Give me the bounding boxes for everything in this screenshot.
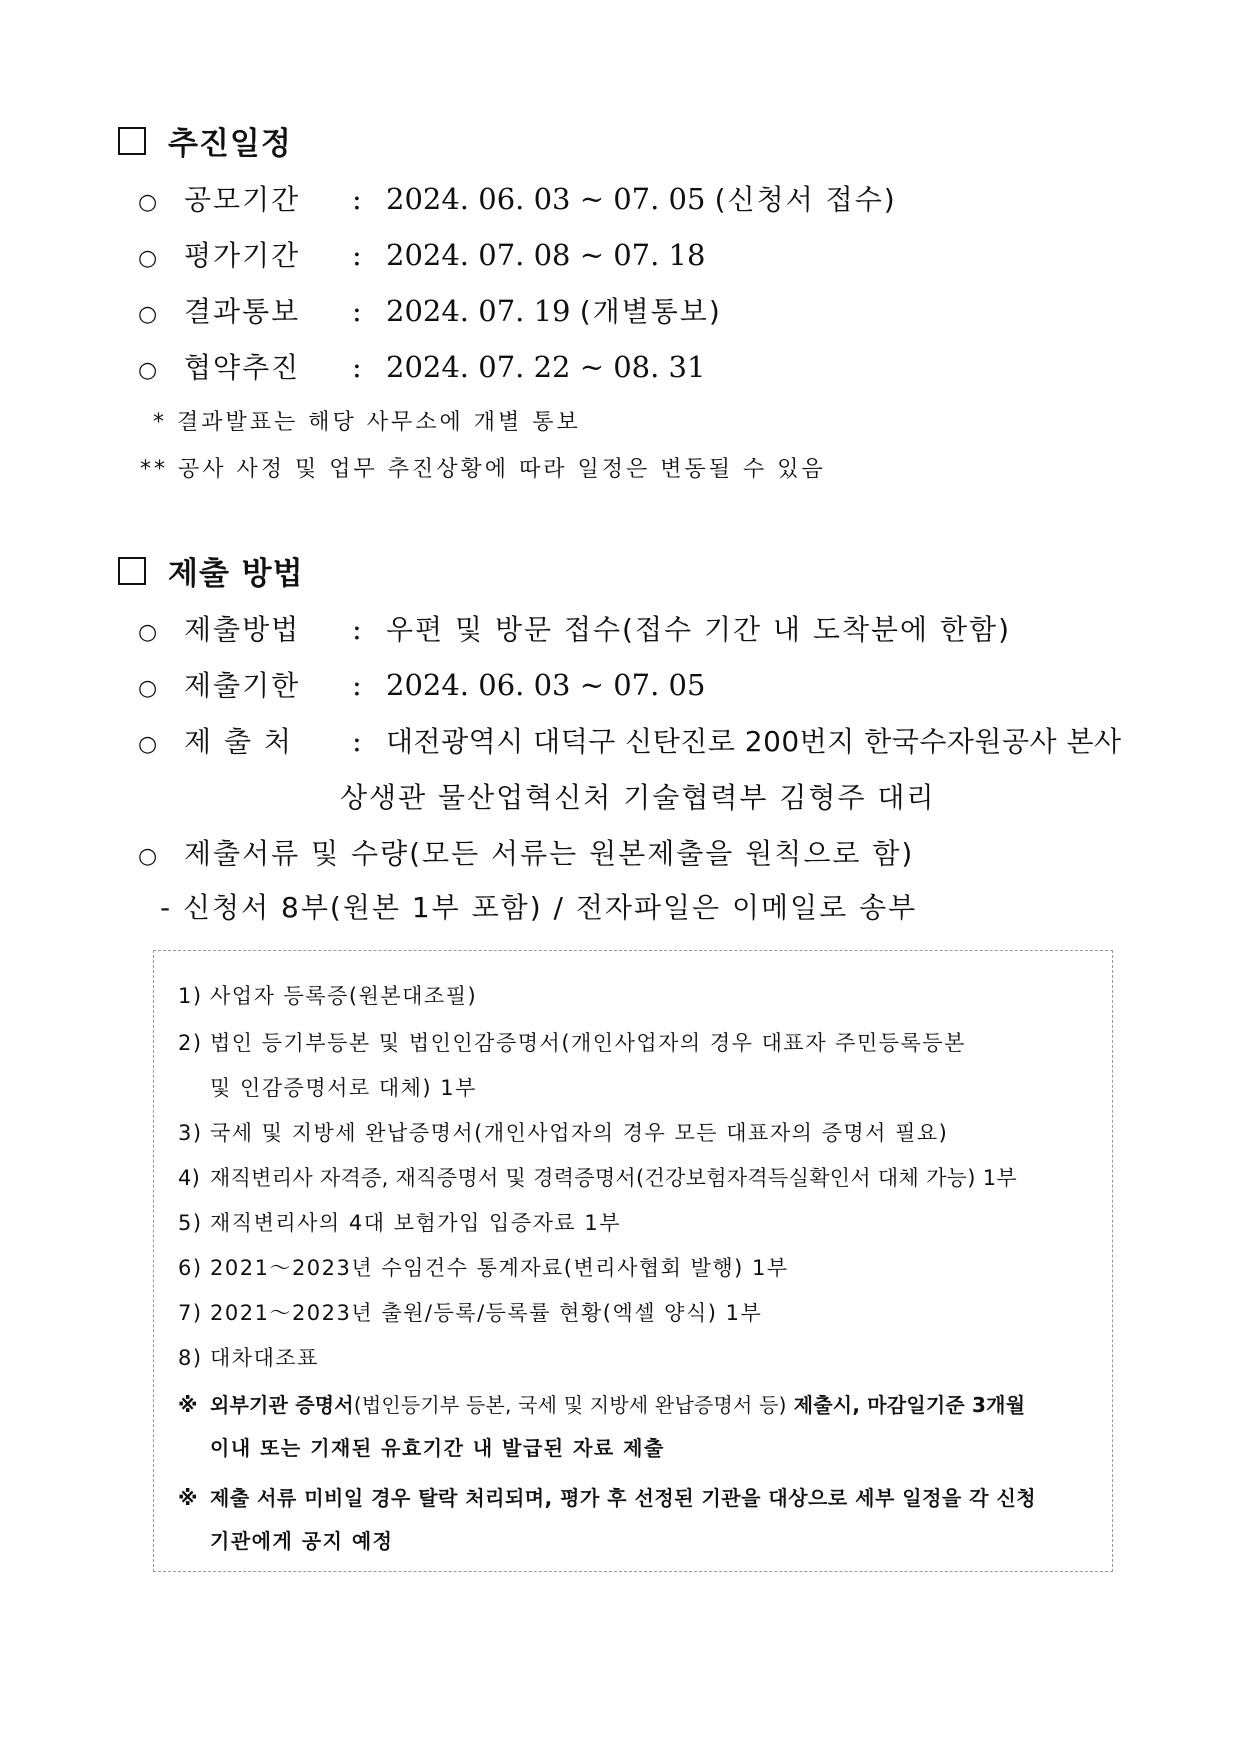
- list-item: 3) 국세 및 지방세 완납증명서(개인사업자의 경우 모든 대표자의 증명서 필요): [178, 1121, 949, 1145]
- submission-deadline-label: 제출기한: [184, 669, 301, 702]
- schedule-item-value: 2024. 06. 03 ~ 07. 05: [386, 182, 706, 216]
- submission-deadline: ○ 제출기한 : 2024. 06. 03 ~ 07. 05: [138, 664, 705, 704]
- circle-bullet-icon: ○: [138, 732, 158, 757]
- circle-bullet-icon: ○: [138, 620, 158, 645]
- submission-destination-label: 제 출 처: [184, 725, 293, 758]
- schedule-item: ○ 협약추진 : 2024. 07. 22 ~ 08. 31: [138, 346, 705, 386]
- submission-docs-sub: - 신청서 8부(원본 1부 포함) / 전자파일은 이메일로 송부: [160, 891, 918, 924]
- schedule-item-label: 평가기간: [184, 239, 301, 272]
- schedule-item-note: (신청서 접수): [714, 183, 897, 216]
- checkbox-icon: [118, 127, 146, 155]
- submission-method-label: 제출방법: [184, 613, 301, 646]
- box-note-1: ※ 외부기관 증명서(법인등기부 등본, 국세 및 지방세 완납증명서 등) 제출시, 마감일기준 3개월: [178, 1393, 1026, 1417]
- submission-destination-line1: 대전광역시 대덕구 신탄진로 200번지 한국수자원공사 본사: [386, 725, 1122, 758]
- checkbox-icon: [118, 557, 146, 585]
- list-item: 5) 재직변리사의 4대 보험가입 입증자료 1부: [178, 1211, 621, 1235]
- list-item: 2) 법인 등기부등본 및 법인인감증명서(개인사업자의 경우 대표자 주민등록등본: [178, 1031, 966, 1055]
- list-item: 4) 재직변리사 자격증, 재직증명서 및 경력증명서(건강보험자격득실확인서 대체 가능) 1부: [178, 1166, 1017, 1190]
- box-note-2: ※ 제출 서류 미비일 경우 탈락 처리되며, 평가 후 선정된 기관을 대상으로 세부 일정을 각 신청: [178, 1486, 1037, 1510]
- list-item-continued: 및 인감증명서로 대체) 1부: [210, 1076, 477, 1100]
- schedule-footnote-1: * 결과발표는 해당 사무소에 개별 통보: [153, 410, 581, 435]
- schedule-item-note: (개별통보): [579, 295, 722, 328]
- schedule-item: ○ 평가기간 : 2024. 07. 08 ~ 07. 18: [138, 234, 705, 274]
- submission-destination: ○ 제 출 처 : 대전광역시 대덕구 신탄진로 200번지 한국수자원공사 본사: [138, 720, 1122, 760]
- submission-docs-title-text: 제출서류 및 수량(모든 서류는 원본제출을 원칙으로 함): [184, 837, 915, 870]
- circle-bullet-icon: ○: [138, 190, 158, 215]
- schedule-item-label: 공모기간: [184, 183, 301, 216]
- schedule-item: ○ 결과통보 : 2024. 07. 19 (개별통보): [138, 290, 722, 330]
- schedule-heading-text: 추진일정: [168, 126, 292, 162]
- schedule-item-label: 결과통보: [184, 295, 301, 328]
- schedule-heading: [118, 118, 292, 163]
- submission-heading: [118, 548, 304, 593]
- submission-method: ○ 제출방법 : 우편 및 방문 접수(접수 기간 내 도착분에 한함): [138, 608, 1011, 648]
- submission-destination-line2: 상생관 물산업혁신처 기술협력부 김형주 대리: [340, 781, 936, 814]
- schedule-item-value: 2024. 07. 08 ~ 07. 18: [386, 238, 706, 272]
- box-note-2-line2: 기관에게 공지 예정: [210, 1529, 394, 1553]
- schedule-item: ○ 공모기간 : 2024. 06. 03 ~ 07. 05 (신청서 접수): [138, 178, 897, 218]
- list-item: 6) 2021～2023년 수임건수 통계자료(변리사협회 발행) 1부: [178, 1256, 789, 1280]
- submission-deadline-value: 2024. 06. 03 ~ 07. 05: [386, 668, 706, 702]
- list-item: 1) 사업자 등록증(원본대조필): [178, 984, 478, 1008]
- circle-bullet-icon: ○: [138, 844, 158, 869]
- submission-docs-title: [138, 832, 914, 872]
- submission-method-value: 우편 및 방문 접수(접수 기간 내 도착분에 한함): [386, 613, 1012, 646]
- schedule-item-label: 협약추진: [184, 351, 301, 384]
- box-note-1-line2: 이내 또는 기재된 유효기간 내 발급된 자료 제출: [210, 1436, 665, 1460]
- circle-bullet-icon: ○: [138, 358, 158, 383]
- schedule-footnote-2: ** 공사 사정 및 업무 추진상황에 따라 일정은 변동될 수 있음: [140, 457, 826, 482]
- schedule-item-value: 2024. 07. 22 ~ 08. 31: [386, 350, 706, 384]
- submission-heading-text: 제출 방법: [168, 556, 304, 592]
- circle-bullet-icon: ○: [138, 302, 158, 327]
- list-item: 7) 2021～2023년 출원/등록/등록률 현황(엑셀 양식) 1부: [178, 1301, 763, 1325]
- reference-mark-icon: ※: [178, 1486, 198, 1510]
- schedule-item-value: 2024. 07. 19: [386, 294, 571, 328]
- circle-bullet-icon: ○: [138, 246, 158, 271]
- list-item: 8) 대차대조표: [178, 1346, 319, 1370]
- circle-bullet-icon: ○: [138, 676, 158, 701]
- reference-mark-icon: ※: [178, 1393, 198, 1417]
